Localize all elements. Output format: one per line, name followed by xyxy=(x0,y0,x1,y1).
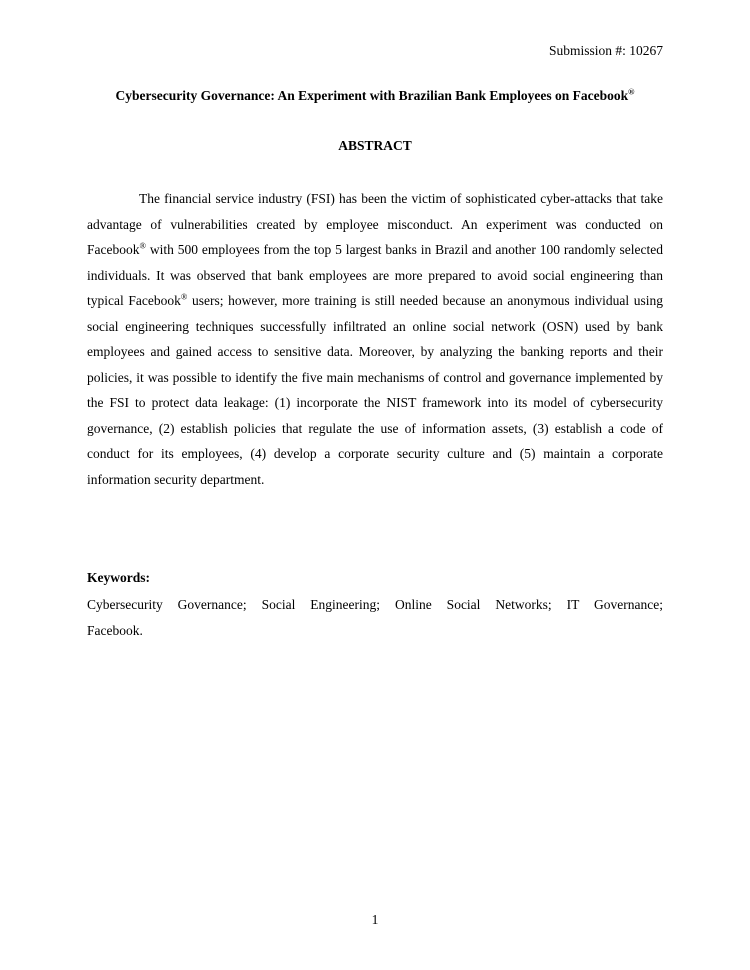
abstract-text-part-2: with 500 employees from the top 5 largest banks in Brazil and another 100 randomly selected individuals. It was observed that bank employees are more prepared to avoid social engineering than typical Facebook xyxy=(87,242,663,308)
abstract-text-part-3: users; however, more training is still needed because an anonymous individual using social engineering techniques successfully infiltrated an online social network (OSN) used by bank employees and gained access to sensitive data. Moreover, by analyzing the banking reports and their policies, it was possible to identify the five main mechanisms of control and governance implemented by the FSI to protect data leakage: (1) incorporate the NIST framework into its model of cybersecurity governance, (2) establish policies that regulate the use of information assets, (3) establish a code of conduct for its employees, (4) develop a corporate security culture and (5) maintain a corporate information security department. xyxy=(87,293,663,487)
abstract-body xyxy=(87,186,663,492)
keywords-list: Cybersecurity Governance; Social Engineering; Online Social Networks; IT Governance; Facebook. xyxy=(87,597,663,638)
submission-number: Submission #: 10267 xyxy=(548,43,663,58)
abstract-heading: ABSTRACT xyxy=(338,138,412,153)
paper-title-text: Cybersecurity Governance: An Experiment with Brazilian Bank Employees on Facebook xyxy=(115,88,629,103)
keywords-heading: Keywords: xyxy=(87,570,150,585)
registered-mark: ® xyxy=(180,291,188,302)
page-number: 1 xyxy=(371,912,379,927)
registered-mark: ® xyxy=(139,240,146,251)
registered-mark: ® xyxy=(628,86,635,97)
abstract-text-part-1: The financial service industry (FSI) has been the victim of sophisticated cyber-attacks that take advantage of vulnerabilities created by employee misconduct. An experiment was conducted on Facebook xyxy=(87,191,663,257)
paper-title xyxy=(0,87,750,105)
